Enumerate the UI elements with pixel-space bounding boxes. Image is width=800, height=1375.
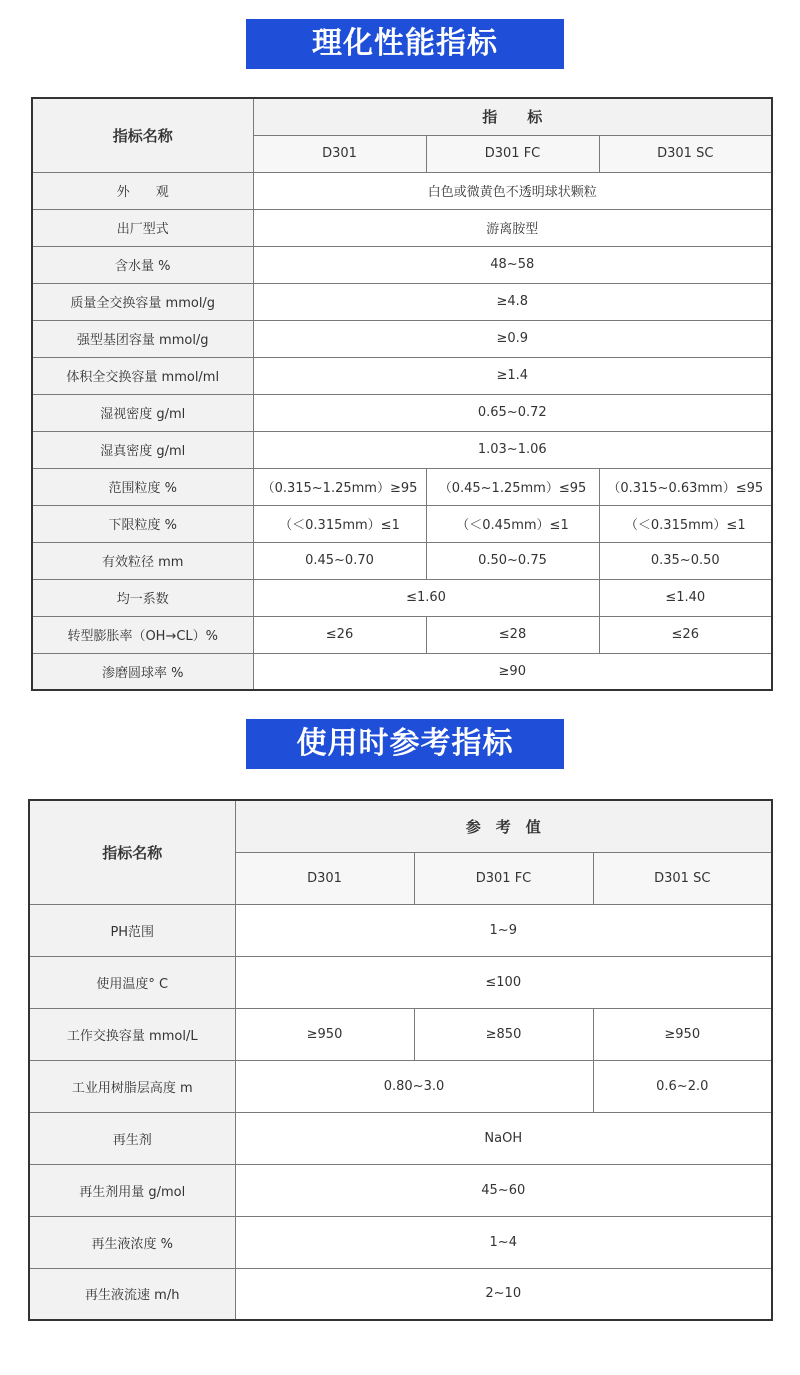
table-row [29,956,772,1008]
row-label: 外 观 [32,172,253,209]
row-label: 再生液浓度 % [29,1216,235,1268]
row-value: 游离胺型 [253,209,772,246]
table-row [32,542,772,579]
table-header-row [29,800,772,852]
table-row [32,394,772,431]
row-value: 1~4 [235,1216,772,1268]
row-label: 含水量 % [32,246,253,283]
usage-reference-table [28,799,773,1321]
table-row [32,357,772,394]
section-title-usage-reference: 使用时参考指标 [246,719,564,769]
table-row [32,283,772,320]
row-value-d301: 0.45~0.70 [253,542,426,579]
table-row [29,1216,772,1268]
row-value: ≤100 [235,956,772,1008]
row-value: 1~9 [235,904,772,956]
row-value-d301-sc: ≤1.40 [599,579,772,616]
row-label: 工作交换容量 mmol/L [29,1008,235,1060]
row-value: ≥90 [253,653,772,690]
row-value-d301: （＜0.315mm）≤1 [253,505,426,542]
row-label: PH范围 [29,904,235,956]
table-row [29,1008,772,1060]
header-model-d301: D301 [235,852,414,904]
row-label: 再生液流速 m/h [29,1268,235,1320]
row-label: 渗磨圆球率 % [32,653,253,690]
header-model-d301-sc: D301 SC [593,852,772,904]
table-row [32,505,772,542]
row-label: 出厂型式 [32,209,253,246]
table-row [32,653,772,690]
row-label: 范围粒度 % [32,468,253,505]
table-row [32,172,772,209]
row-value: 45~60 [235,1164,772,1216]
table-row [32,579,772,616]
row-value-d301-fc: 0.50~0.75 [426,542,599,579]
table-row [32,246,772,283]
table-header-row [32,98,772,135]
row-label: 体积全交换容量 mmol/ml [32,357,253,394]
row-value-d301: （0.315~1.25mm）≥95 [253,468,426,505]
row-label: 使用温度° C [29,956,235,1008]
row-value-d301-d301fc: 0.80~3.0 [235,1060,593,1112]
row-value: ≥0.9 [253,320,772,357]
row-value: 1.03~1.06 [253,431,772,468]
table-row [29,1268,772,1320]
header-indicator-group: 指 标 [253,98,772,135]
row-value: ≥1.4 [253,357,772,394]
row-value: 0.65~0.72 [253,394,772,431]
row-value-d301-sc: ≥950 [593,1008,772,1060]
row-value-d301-sc: 0.6~2.0 [593,1060,772,1112]
row-value-d301-sc: 0.35~0.50 [599,542,772,579]
table-row [32,320,772,357]
header-model-d301: D301 [253,135,426,172]
row-value-d301: ≥950 [235,1008,414,1060]
row-label: 再生剂用量 g/mol [29,1164,235,1216]
table-row [32,468,772,505]
row-value-d301-fc: ≥850 [414,1008,593,1060]
table-row [32,616,772,653]
row-value-d301-sc: （＜0.315mm）≤1 [599,505,772,542]
row-value-d301: ≤26 [253,616,426,653]
row-value-d301-fc: （0.45~1.25mm）≤95 [426,468,599,505]
row-label: 均一系数 [32,579,253,616]
row-label: 强型基团容量 mmol/g [32,320,253,357]
row-value: ≥4.8 [253,283,772,320]
row-label: 下限粒度 % [32,505,253,542]
row-value: 白色或微黄色不透明球状颗粒 [253,172,772,209]
table-row [32,431,772,468]
row-label: 湿真密度 g/ml [32,431,253,468]
header-indicator-name: 指标名称 [32,98,253,172]
row-value-d301-d301fc: ≤1.60 [253,579,599,616]
row-value-d301-fc: （＜0.45mm）≤1 [426,505,599,542]
row-value: 48~58 [253,246,772,283]
table-row [29,1060,772,1112]
section-title-physicochemical: 理化性能指标 [246,19,564,69]
header-model-d301-sc: D301 SC [599,135,772,172]
row-value: NaOH [235,1112,772,1164]
table-row [29,1112,772,1164]
row-value-d301-sc: ≤26 [599,616,772,653]
header-reference-group: 参 考 值 [235,800,772,852]
table-row [29,904,772,956]
table-row [32,209,772,246]
header-model-d301-fc: D301 FC [414,852,593,904]
row-value-d301-sc: （0.315~0.63mm）≤95 [599,468,772,505]
row-value: 2~10 [235,1268,772,1320]
physicochemical-spec-table [31,97,773,691]
row-label: 转型膨胀率（OH→CL）% [32,616,253,653]
row-label: 湿视密度 g/ml [32,394,253,431]
row-label: 质量全交换容量 mmol/g [32,283,253,320]
row-value-d301-fc: ≤28 [426,616,599,653]
row-label: 再生剂 [29,1112,235,1164]
header-indicator-name: 指标名称 [29,800,235,904]
table-row [29,1164,772,1216]
row-label: 工业用树脂层高度 m [29,1060,235,1112]
row-label: 有效粒径 mm [32,542,253,579]
header-model-d301-fc: D301 FC [426,135,599,172]
